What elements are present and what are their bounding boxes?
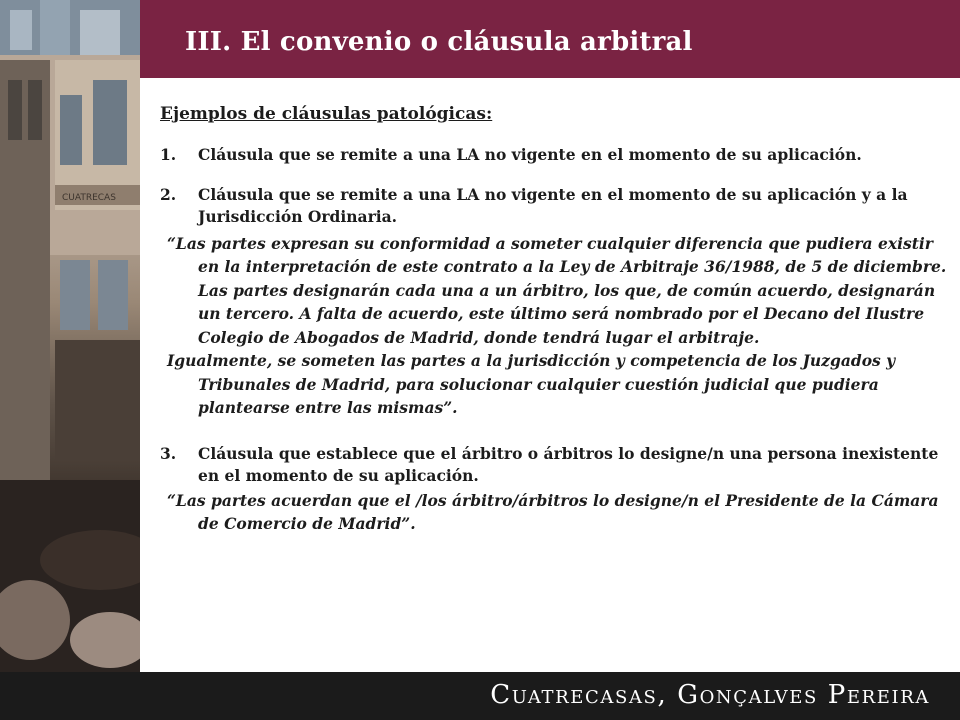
building-sign: CUATRECAS [62,193,116,203]
list-number: 2. [160,184,177,204]
building-illustration [0,0,140,672]
clause-quote-1: “Las partes expresan su conformidad a someter cualquier diferencia que pudiera existir en la interpretación de este contrato a la Ley de Arbitraje 36/1988, de 5 de diciembre. Las partes designarán cada una a un árbitro, los que, de común acuerdo, designarán un tercero. A falta de acuerdo, este último será nombrado por el Decano del Ilustre Colegio de Abogados de Madrid, donde tendrá lugar el arbitraje. [167,233,947,347]
clause-quote-3: “Las partes acuerdan que el /los árbitro/árbitros lo designe/n el Presidente de la Cámara de Comercio de Madrid”. [167,490,939,533]
list-item-1 [160,144,950,167]
slide-content [160,104,950,536]
list-number: 1. [160,145,177,164]
firm-logo-text: Cuatrecasas, Gonçalves Pereira [490,680,930,710]
clause-quote-2: Igualmente, se someten las partes a la jurisdicción y competencia de los Juzgados y Tribunales de Madrid, para solucionar cualquier cuestión judicial que pudiera plantearse entre las mismas”. [167,351,896,417]
list-item-text: Cláusula que se remite a una LA no vigente en el momento de su aplicación. [198,145,862,164]
section-heading: Ejemplos de cláusulas patológicas: [160,104,493,124]
list-number: 3. [160,443,177,463]
list-item-text: Cláusula que se remite a una LA no vigente en el momento de su aplicación y a la Jurisdicción Ordinaria. [198,184,908,226]
sidebar-building-photo [0,0,140,672]
footer-bar [0,672,960,720]
list-item-text: Cláusula que establece que el árbitro o árbitros lo designe/n una persona inexistente en el momento de su aplicación. [198,443,939,485]
list-item-2 [160,184,950,229]
list-item-3 [160,443,950,488]
slide-title: III. El convenio o cláusula arbitral [185,27,693,57]
